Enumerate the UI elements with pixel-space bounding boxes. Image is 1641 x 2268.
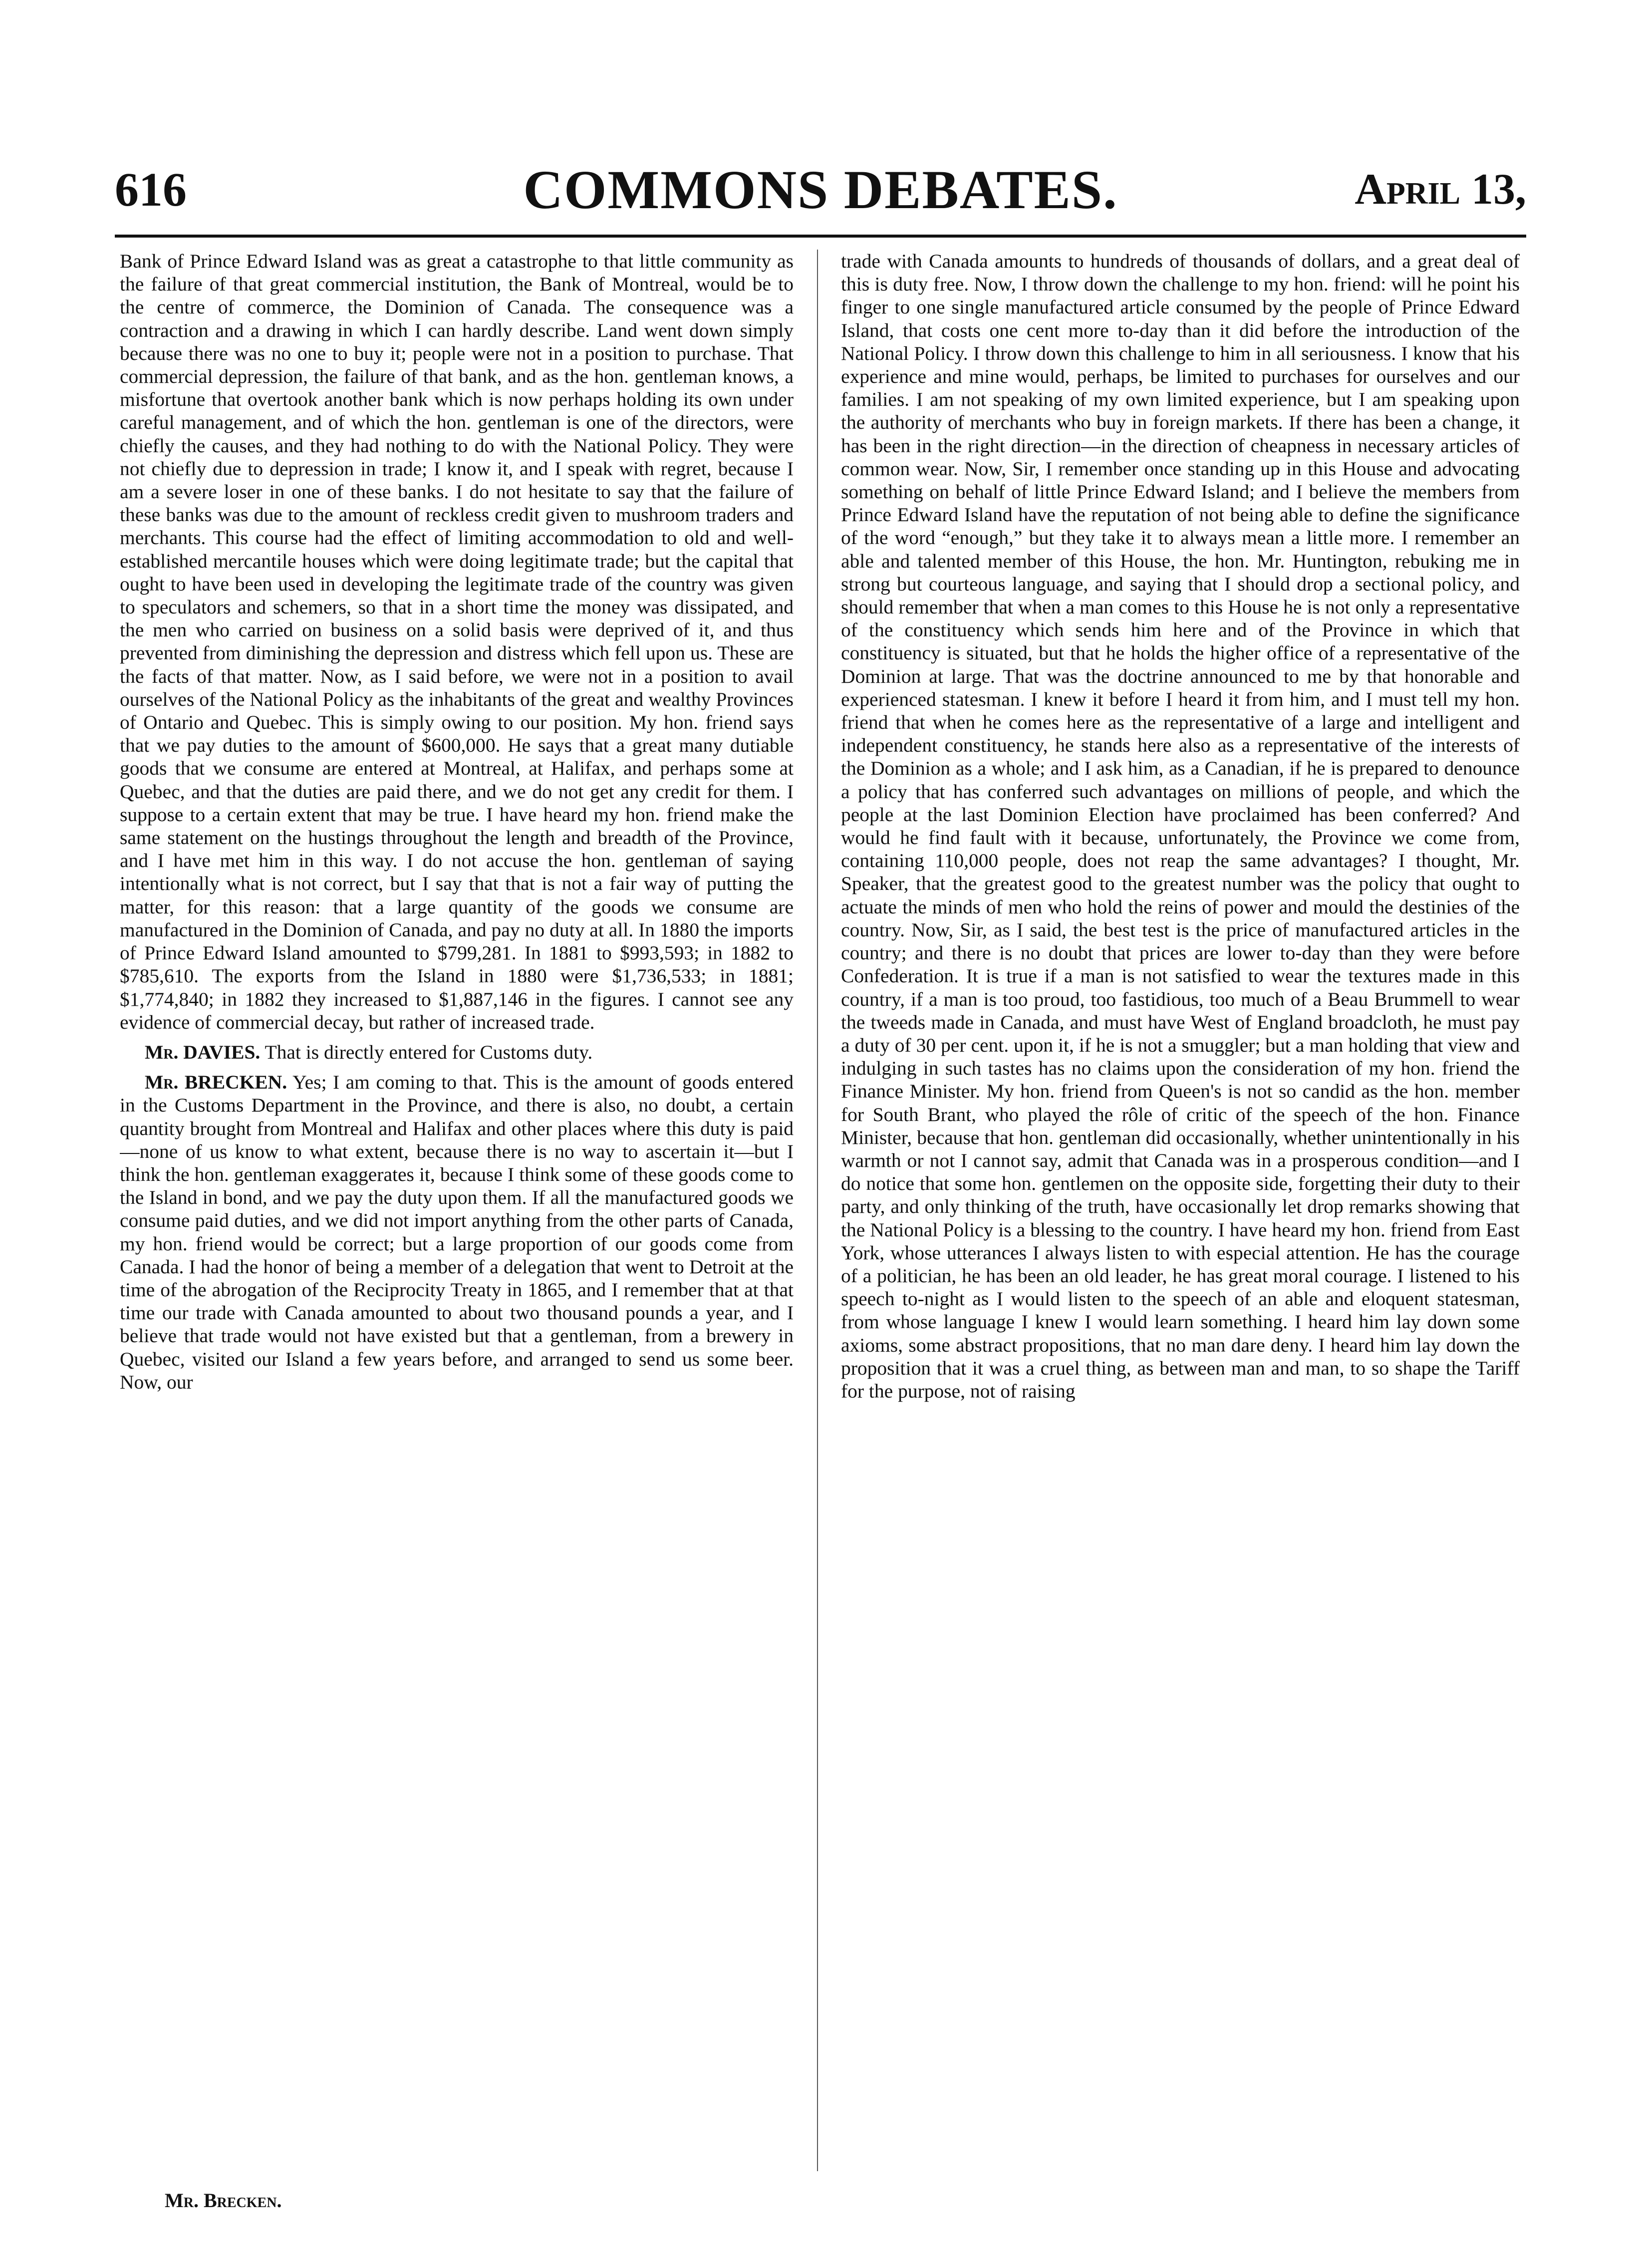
paragraph — [841, 250, 1520, 1403]
page-header — [115, 155, 1526, 225]
speaker-name: Mr. DAVIES. — [145, 1041, 261, 1063]
paragraph-text: Yes; I am coming to that. This is the amount of goods entered in the Customs Department in the Province, and there is also, no doubt, a certain quantity brought from Montreal and Halifax and other places where this duty is paid—none of us know to what extent, because there is no way to ascertain it—but I think the hon. gentleman exaggerates it, because I think some of these goods come to the Island in bond, and we pay the duty upon them. If all the manufactured goods we consume paid duties, and we did not import anything from the other parts of Canada, my hon. friend would be correct; but a large proportion of our goods come from Canada. I had the honor of being a member of a delegation that went to Detroit at the time of the abrogation of the Reciprocity Treaty in 1865, and I remember that at that time our trade with Canada amounted to about two thousand pounds a year, and I believe that trade would not have existed but that a gentleman, from a brewery in Quebec, visited our Island a few years before, and arranged to send us some beer. Now, our — [120, 1071, 794, 1393]
left-column — [120, 250, 794, 2181]
paragraph — [120, 1071, 794, 1394]
right-column — [841, 250, 1520, 2181]
header-rule — [115, 235, 1526, 238]
header-date: April 13, — [1355, 165, 1526, 214]
speaker-name: Mr. BRECKEN. — [145, 1071, 287, 1094]
paragraph-text: Bank of Prince Edward Island was as great a catastrophe to that little community as the failure of that great commercial institution, the Bank of Montreal, would be to the centre of commerce, the Dominion of Canada. The consequence was a contraction and a drawing in which I can hardly describe. Land went down simply because there was no one to buy it; people were not in a position to purchase. That commercial depression, the failure of that bank, and as the hon. gentleman knows, a misfortune that overtook another bank which is now perhaps holding its own under careful management, and of which the hon. gentleman is one of the directors, were chiefly the causes, and they had nothing to do with the National Policy. They were not chiefly due to depression in trade; I know it, and I speak with regret, because I am a severe loser in one of these banks. I do not hesitate to say that the failure of these banks was due to the amount of reckless credit given to mushroom traders and merchants. This course had the effect of limiting accommodation to old and well-established mercantile houses which were doing legitimate trade; but the capital that ought to have been used in developing the legitimate trade of the country was given to speculators and schemers, so that in a short time the money was dissipated, and the men who carried on business on a solid basis were deprived of it, and thus prevented from diminishing the depression and distress which fell upon us. These are the facts of that matter. Now, as I said before, we were not in a position to avail ourselves of the National Policy as the inhabitants of the great and wealthy Provinces of Ontario and Quebec. This is simply owing to our position. My hon. friend says that we pay duties to the amount of $600,000. He says that a great many dutiable goods that we consume are entered at Montreal, at Halifax, and perhaps some at Quebec, and that the duties are paid there, and we do not get any credit for them. I suppose to a certain extent that may be true. I have heard my hon. friend make the same statement on the hustings throughout the length and breadth of the Province, and I have met him in this way. I do not accuse the hon. gentleman of saying intentionally what is not correct, but I say that that is not a fair way of putting the matter, for this reason: that a large quantity of the goods we consume are manufactured in the Dominion of Canada, and pay no duty at all. In 1880 the imports of Prince Edward Island amounted to $799,281. In 1881 to $993,593; in 1882 to $785,610. The exports from the Island in 1880 were $1,736,533; in 1881; $1,774,840; in 1882 they increased to $1,887,146 in the figures. I cannot see any evidence of commercial decay, but rather of increased trade. — [120, 250, 794, 1033]
paragraph — [120, 250, 794, 1034]
page-number: 616 — [115, 163, 187, 216]
paragraph-text: trade with Canada amounts to hundreds of thousands of dollars, and a great deal of this is duty free. Now, I throw down the challenge to my hon. friend: will he point his finger to one single manufactured article consumed by the people of Prince Edward Island, that costs one cent more to-day than it did before the introduction of the National Policy. I throw down this challenge to him in all seriousness. I know that his experience and mine would, perhaps, be limited to purchases for ourselves and our families. I am not speaking of my own limited experience, but I am speaking upon the authority of merchants who buy in foreign markets. If there has been a change, it has been in the right direction—in the direction of cheapness in necessary articles of common wear. Now, Sir, I remember once standing up in this House and advocating something on behalf of little Prince Edward Island; and I believe the members from Prince Edward Island have the reputation of not being able to define the significance of the word “enough,” but they take it to always mean a little more. I remember an able and talented member of this House, the hon. Mr. Huntington, rebuking me in strong but courteous language, and saying that I should drop a sectional policy, and should remember that when a man comes to this House he is not only a representative of the constituency which sends him here and of the Province in which that constituency is situated, but that he holds the higher office of a representative of the Dominion at large. That was the doctrine announced to me by that honorable and experienced statesman. I knew it before I heard it from him, and I must tell my hon. friend that when he comes here as the representative of a large and intelligent and independent constituency, he stands here also as a representative of the interests of the Dominion as a whole; and I ask him, as a Canadian, if he is prepared to denounce a policy that has conferred such advantages on millions of people, and which the people at the last Dominion Election have proclaimed has been conferred? And would he find fault with it because, unfortunately, the Province we come from, containing 110,000 people, does not reap the same advantages? I thought, Mr. Speaker, that the greatest good to the greatest number was the policy that ought to actuate the minds of men who hold the reins of power and mould the destinies of the country. Now, Sir, as I said, the best test is the price of manufactured articles in the country; and there is no doubt that prices are lower to-day than they were before Confederation. It is true if a man is not satisfied to wear the textures made in this country, if a man is too proud, too fastidious, too much of a Beau Brummell to wear the tweeds made in Canada, and must have West of England broadcloth, he must pay a duty of 30 per cent. upon it, if he is not a smuggler; but a man holding that view and indulging in such tastes has no claims upon the consideration of my hon. friend the Finance Minister. My hon. friend from Queen's is not so candid as the hon. member for South Brant, who played the rôle of critic of the speech of the hon. Finance Minister, because that hon. gentleman did occasionally, whether unintentionally in his warmth or not I cannot say, admit that Canada was in a prosperous condition—and I do notice that some hon. gentlemen on the opposite side, forgetting their duty to their party, and only thinking of the truth, have occasionally let drop remarks showing that the National Policy is a blessing to the country. I have heard my hon. friend from East York, whose utterances I always listen to with especial attention. He has the courage of a politician, he has been an old leader, he has great moral courage. I listened to his speech to-night as I would listen to the speech of an able and eloquent statesman, from whose language I knew I would learn something. I heard him lay down some axioms, some abstract propositions, that no man dare deny. I heard him lay down the proposition that it was a cruel thing, as between man and man, to so shape the Tariff for the purpose, not of raising — [841, 250, 1520, 1402]
column-divider — [817, 250, 818, 2171]
paragraph — [120, 1041, 794, 1064]
paragraph-text: That is directly entered for Customs duty. — [265, 1041, 593, 1063]
running-title: COMMONS DEBATES. — [523, 159, 1118, 220]
footer-catchword: Mr. Brecken. — [165, 2189, 282, 2212]
